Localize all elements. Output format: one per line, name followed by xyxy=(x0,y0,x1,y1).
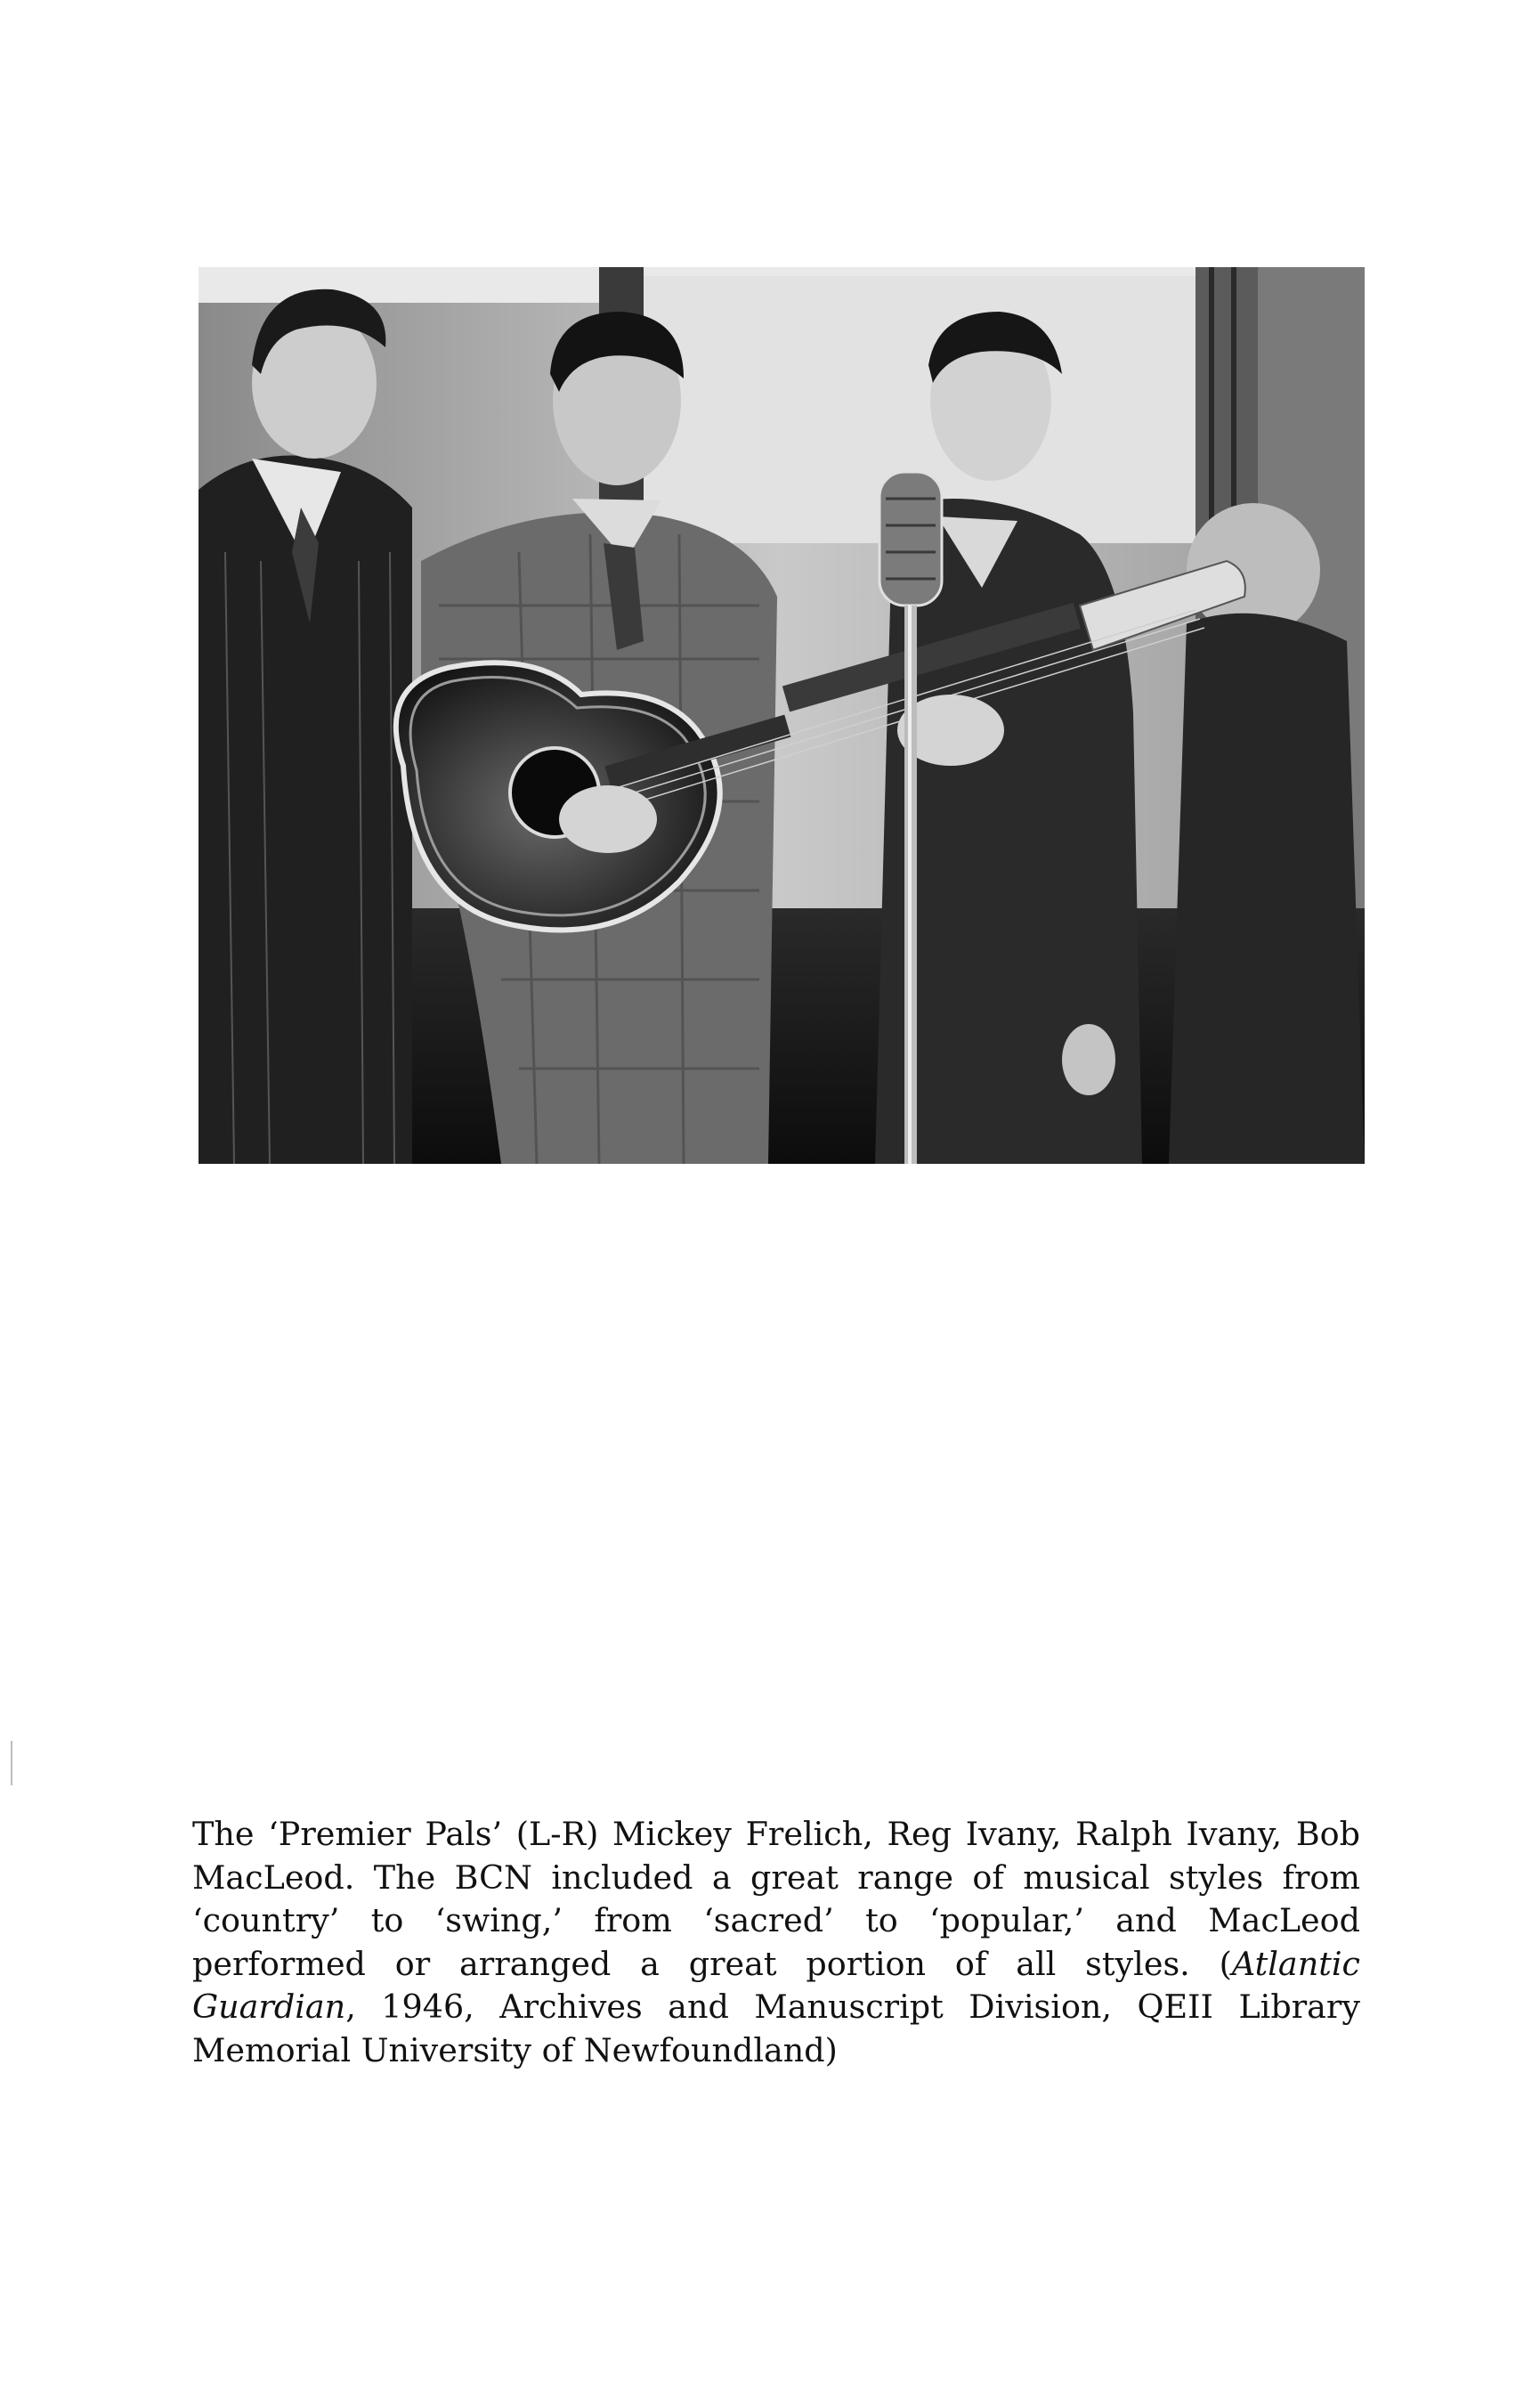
band-photograph-illustration xyxy=(199,267,1365,1164)
margin-mark xyxy=(11,1741,12,1785)
caption-part-2: , 1946, Archives and Manuscript Division, QEII Library Memorial University of Newfoundland) xyxy=(192,1987,1360,2069)
figure-caption xyxy=(192,1813,1360,2072)
band-photograph xyxy=(199,267,1365,1164)
caption-text xyxy=(192,1813,1360,2072)
caption-part-1: The ‘Premier Pals’ (L-R) Mickey Frelich, Reg Ivany, Ralph Ivany, Bob MacLeod. The BCN included a great range of musical styles from ‘country’ to ‘swing,’ from ‘sacred’ to ‘popular,’ and MacLeod performed or arranged a great portion of all styles. ( xyxy=(192,1815,1360,1983)
caption-source-italic: Atlantic Guardian xyxy=(192,1944,1360,2026)
